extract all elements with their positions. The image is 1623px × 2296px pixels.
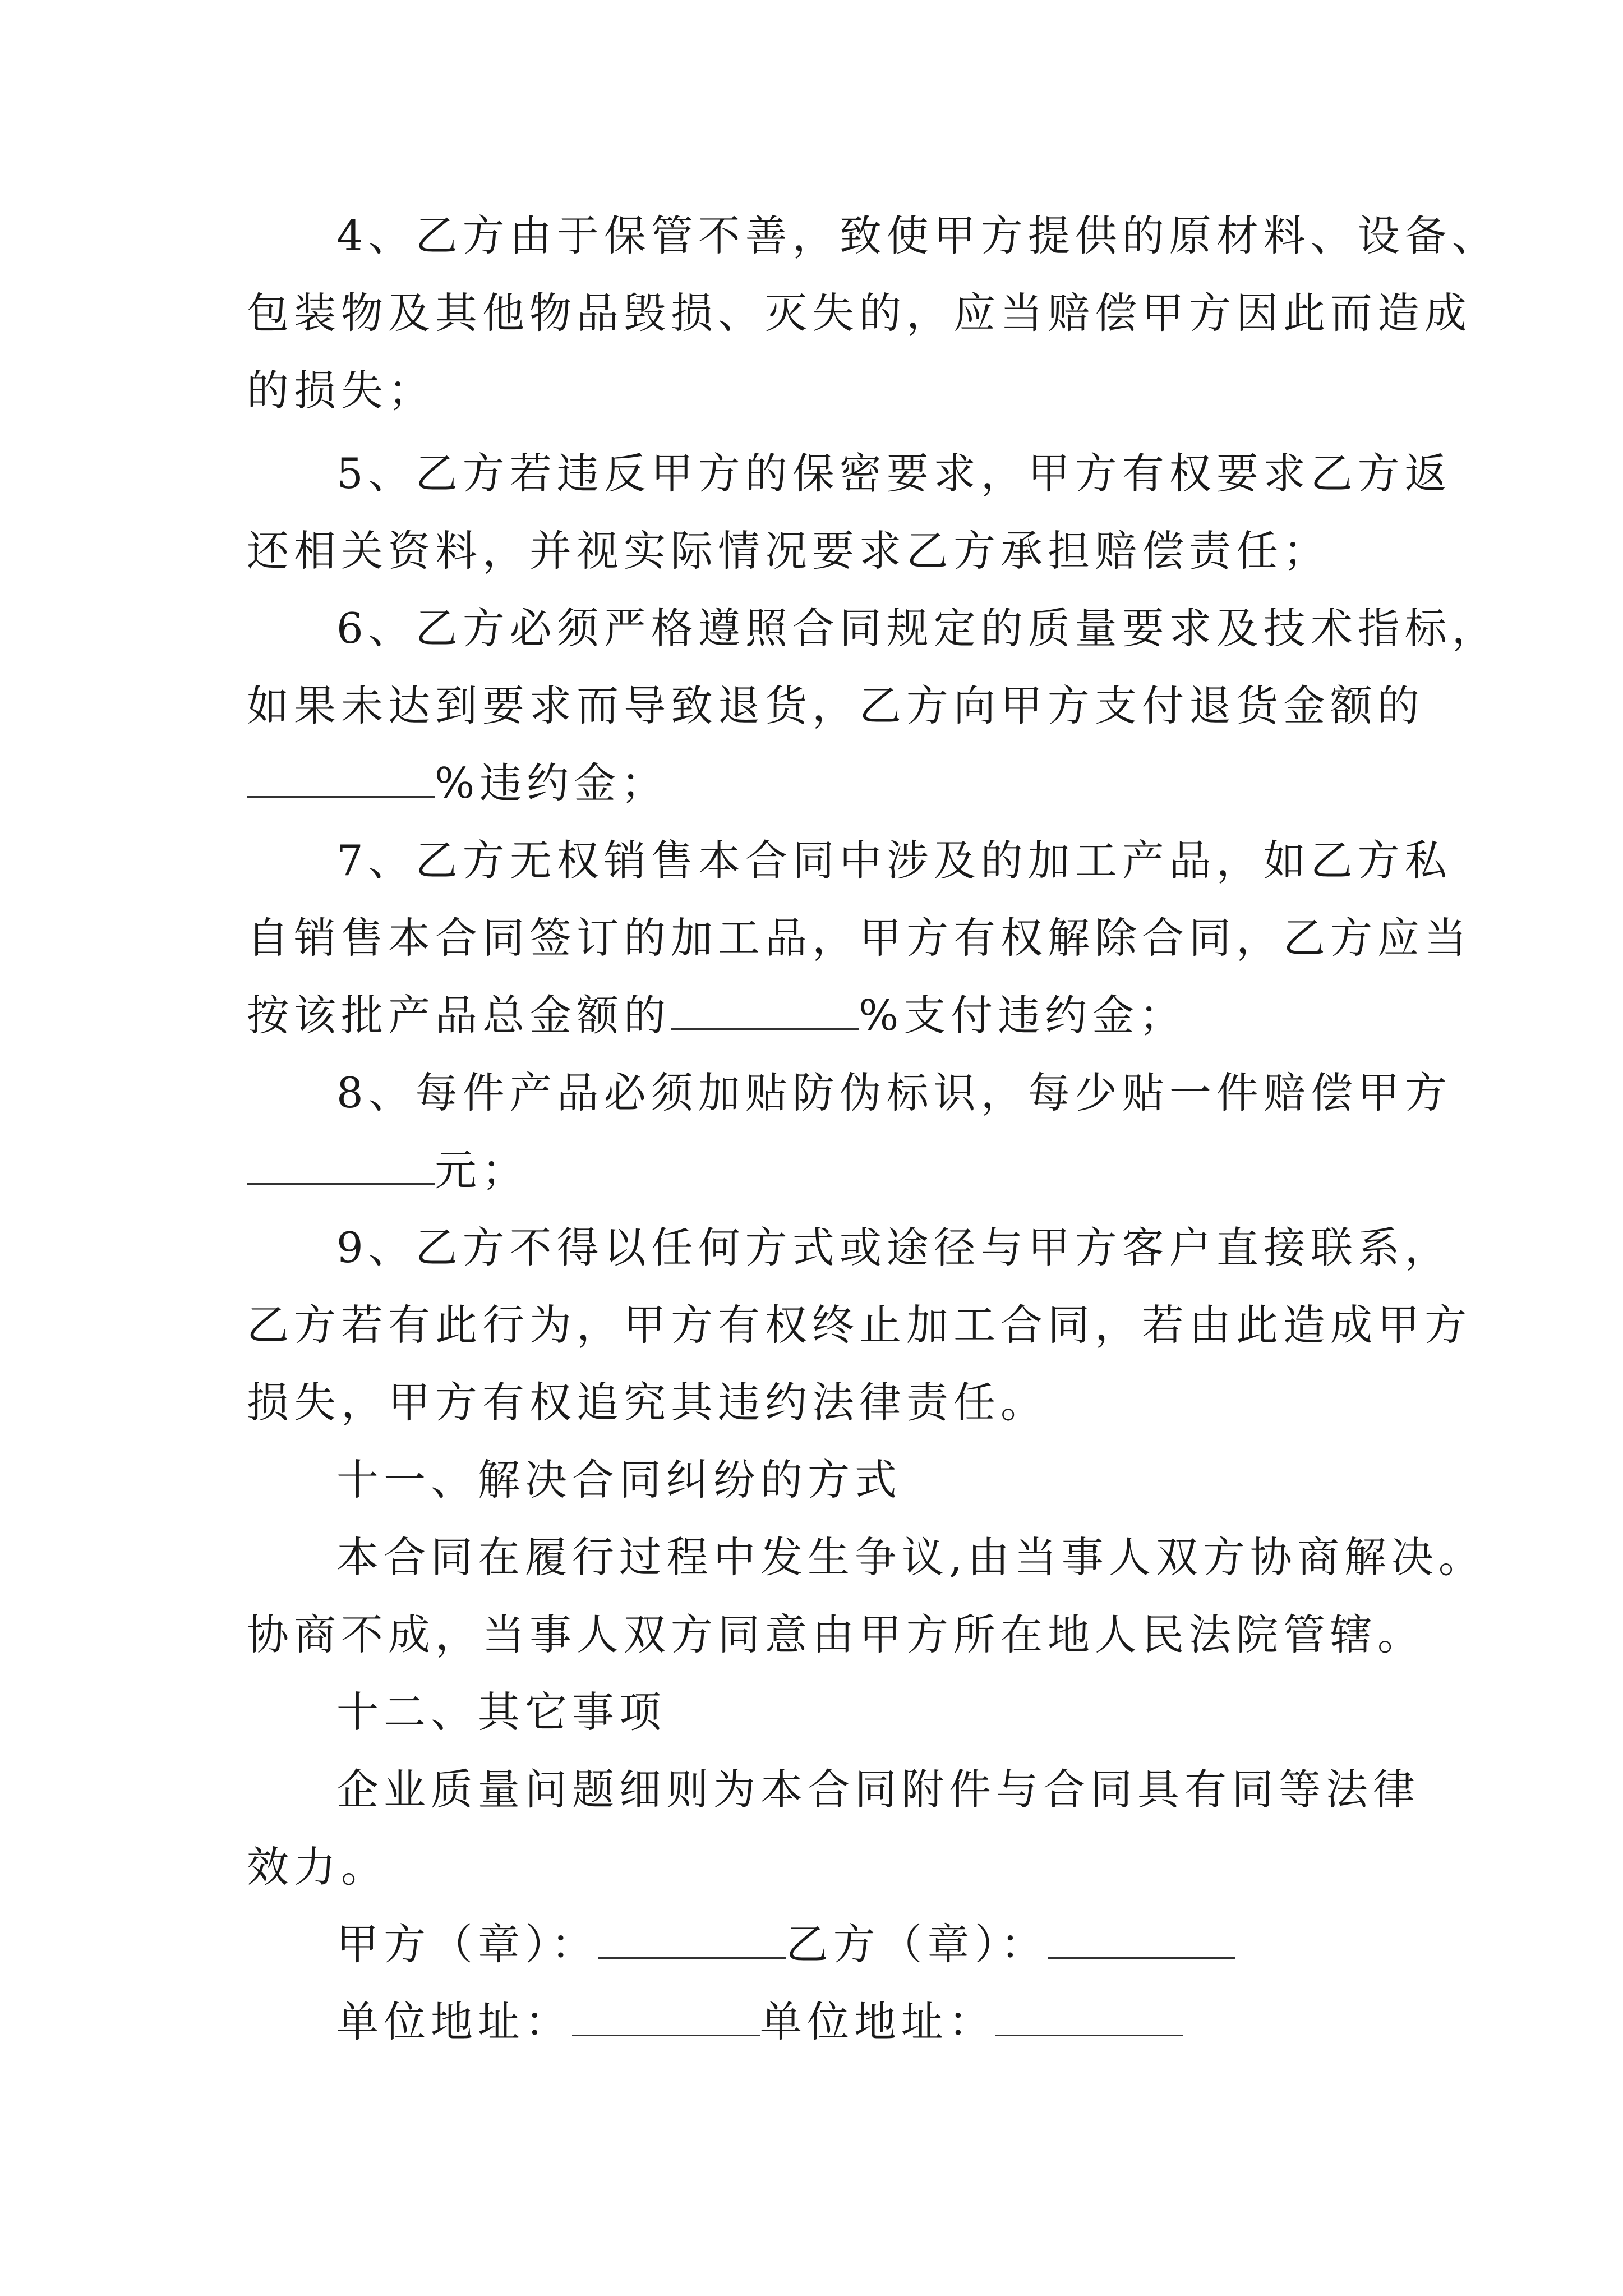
clause-8-line-2 (247, 1142, 529, 1198)
section-12-line-1: 企业质量问题细则为本合同附件与合同具有同等法律 (336, 1765, 1421, 1814)
clause-7-line-3 (247, 987, 1186, 1043)
party-b-address-blank[interactable] (995, 2000, 1183, 2036)
party-a-address-label: 单位地址： (336, 1997, 573, 2046)
clause-9-line-2: 乙方若有此行为，甲方有权终止加工合同，若由此造成甲方 (247, 1300, 1472, 1350)
clause-5-line-2: 还相关资料，并视实际情况要求乙方承担赔偿责任； (247, 526, 1331, 576)
clause-6-line-3-text: %违约金； (435, 758, 668, 808)
clause-8-line-2-text: 元； (435, 1145, 529, 1195)
clause-7-line-1: 7、乙方无权销售本合同中涉及的加工产品，如乙方私 (336, 836, 1452, 885)
section-12-heading: 十二、其它事项 (336, 1687, 667, 1737)
party-b-seal-label: 乙方（章）： (786, 1920, 1048, 1969)
clause-7-line-3-prefix: 按该批产品总金额的 (247, 991, 671, 1040)
clause-8-line-1: 8、每件产品必须加贴防伪标识，每少贴一件赔偿甲方 (336, 1068, 1452, 1117)
fill-in-blank[interactable] (247, 761, 435, 798)
address-line (336, 1994, 1183, 2050)
clause-7-line-3-suffix: %支付违约金； (859, 991, 1187, 1040)
party-a-address-blank[interactable] (572, 2000, 760, 2036)
party-b-seal-blank[interactable] (1048, 1922, 1235, 1959)
clause-7-line-2: 自销售本合同签订的加工品，甲方有权解除合同，乙方应当 (247, 913, 1472, 963)
fill-in-blank[interactable] (247, 1148, 435, 1185)
clause-6-line-2: 如果未达到要求而导致退货，乙方向甲方支付退货金额的 (247, 681, 1425, 730)
clause-6-line-1: 6、乙方必须严格遵照合同规定的质量要求及技术指标， (336, 604, 1499, 653)
clause-4-line-3: 的损失； (247, 366, 436, 415)
clause-9-line-1: 9、乙方不得以任何方式或途径与甲方客户直接联系， (336, 1223, 1452, 1272)
fill-in-blank[interactable] (671, 993, 859, 1030)
section-11-line-2: 协商不成，当事人双方同意由甲方所在地人民法院管辖。 (247, 1610, 1425, 1659)
clause-6-line-3 (247, 755, 668, 811)
section-11-heading: 十一、解决合同纠纷的方式 (336, 1455, 902, 1504)
section-12-line-2: 效力。 (247, 1842, 389, 1892)
section-11-line-1: 本合同在履行过程中发生争议,由当事人双方协商解决。 (336, 1533, 1486, 1582)
party-a-seal-blank[interactable] (598, 1922, 786, 1959)
clause-4-line-1: 4、乙方由于保管不善，致使甲方提供的原材料、设备、 (336, 211, 1499, 260)
clause-4-line-2: 包装物及其他物品毁损、灭失的，应当赔偿甲方因此而造成 (247, 288, 1472, 338)
party-b-address-label: 单位地址： (760, 1997, 996, 2046)
clause-5-line-1: 5、乙方若违反甲方的保密要求，甲方有权要求乙方返 (336, 449, 1452, 498)
seal-line (336, 1916, 1235, 1972)
clause-9-line-3: 损失，甲方有权追究其违约法律责任。 (247, 1378, 1048, 1427)
party-a-seal-label: 甲方（章）： (336, 1920, 598, 1969)
